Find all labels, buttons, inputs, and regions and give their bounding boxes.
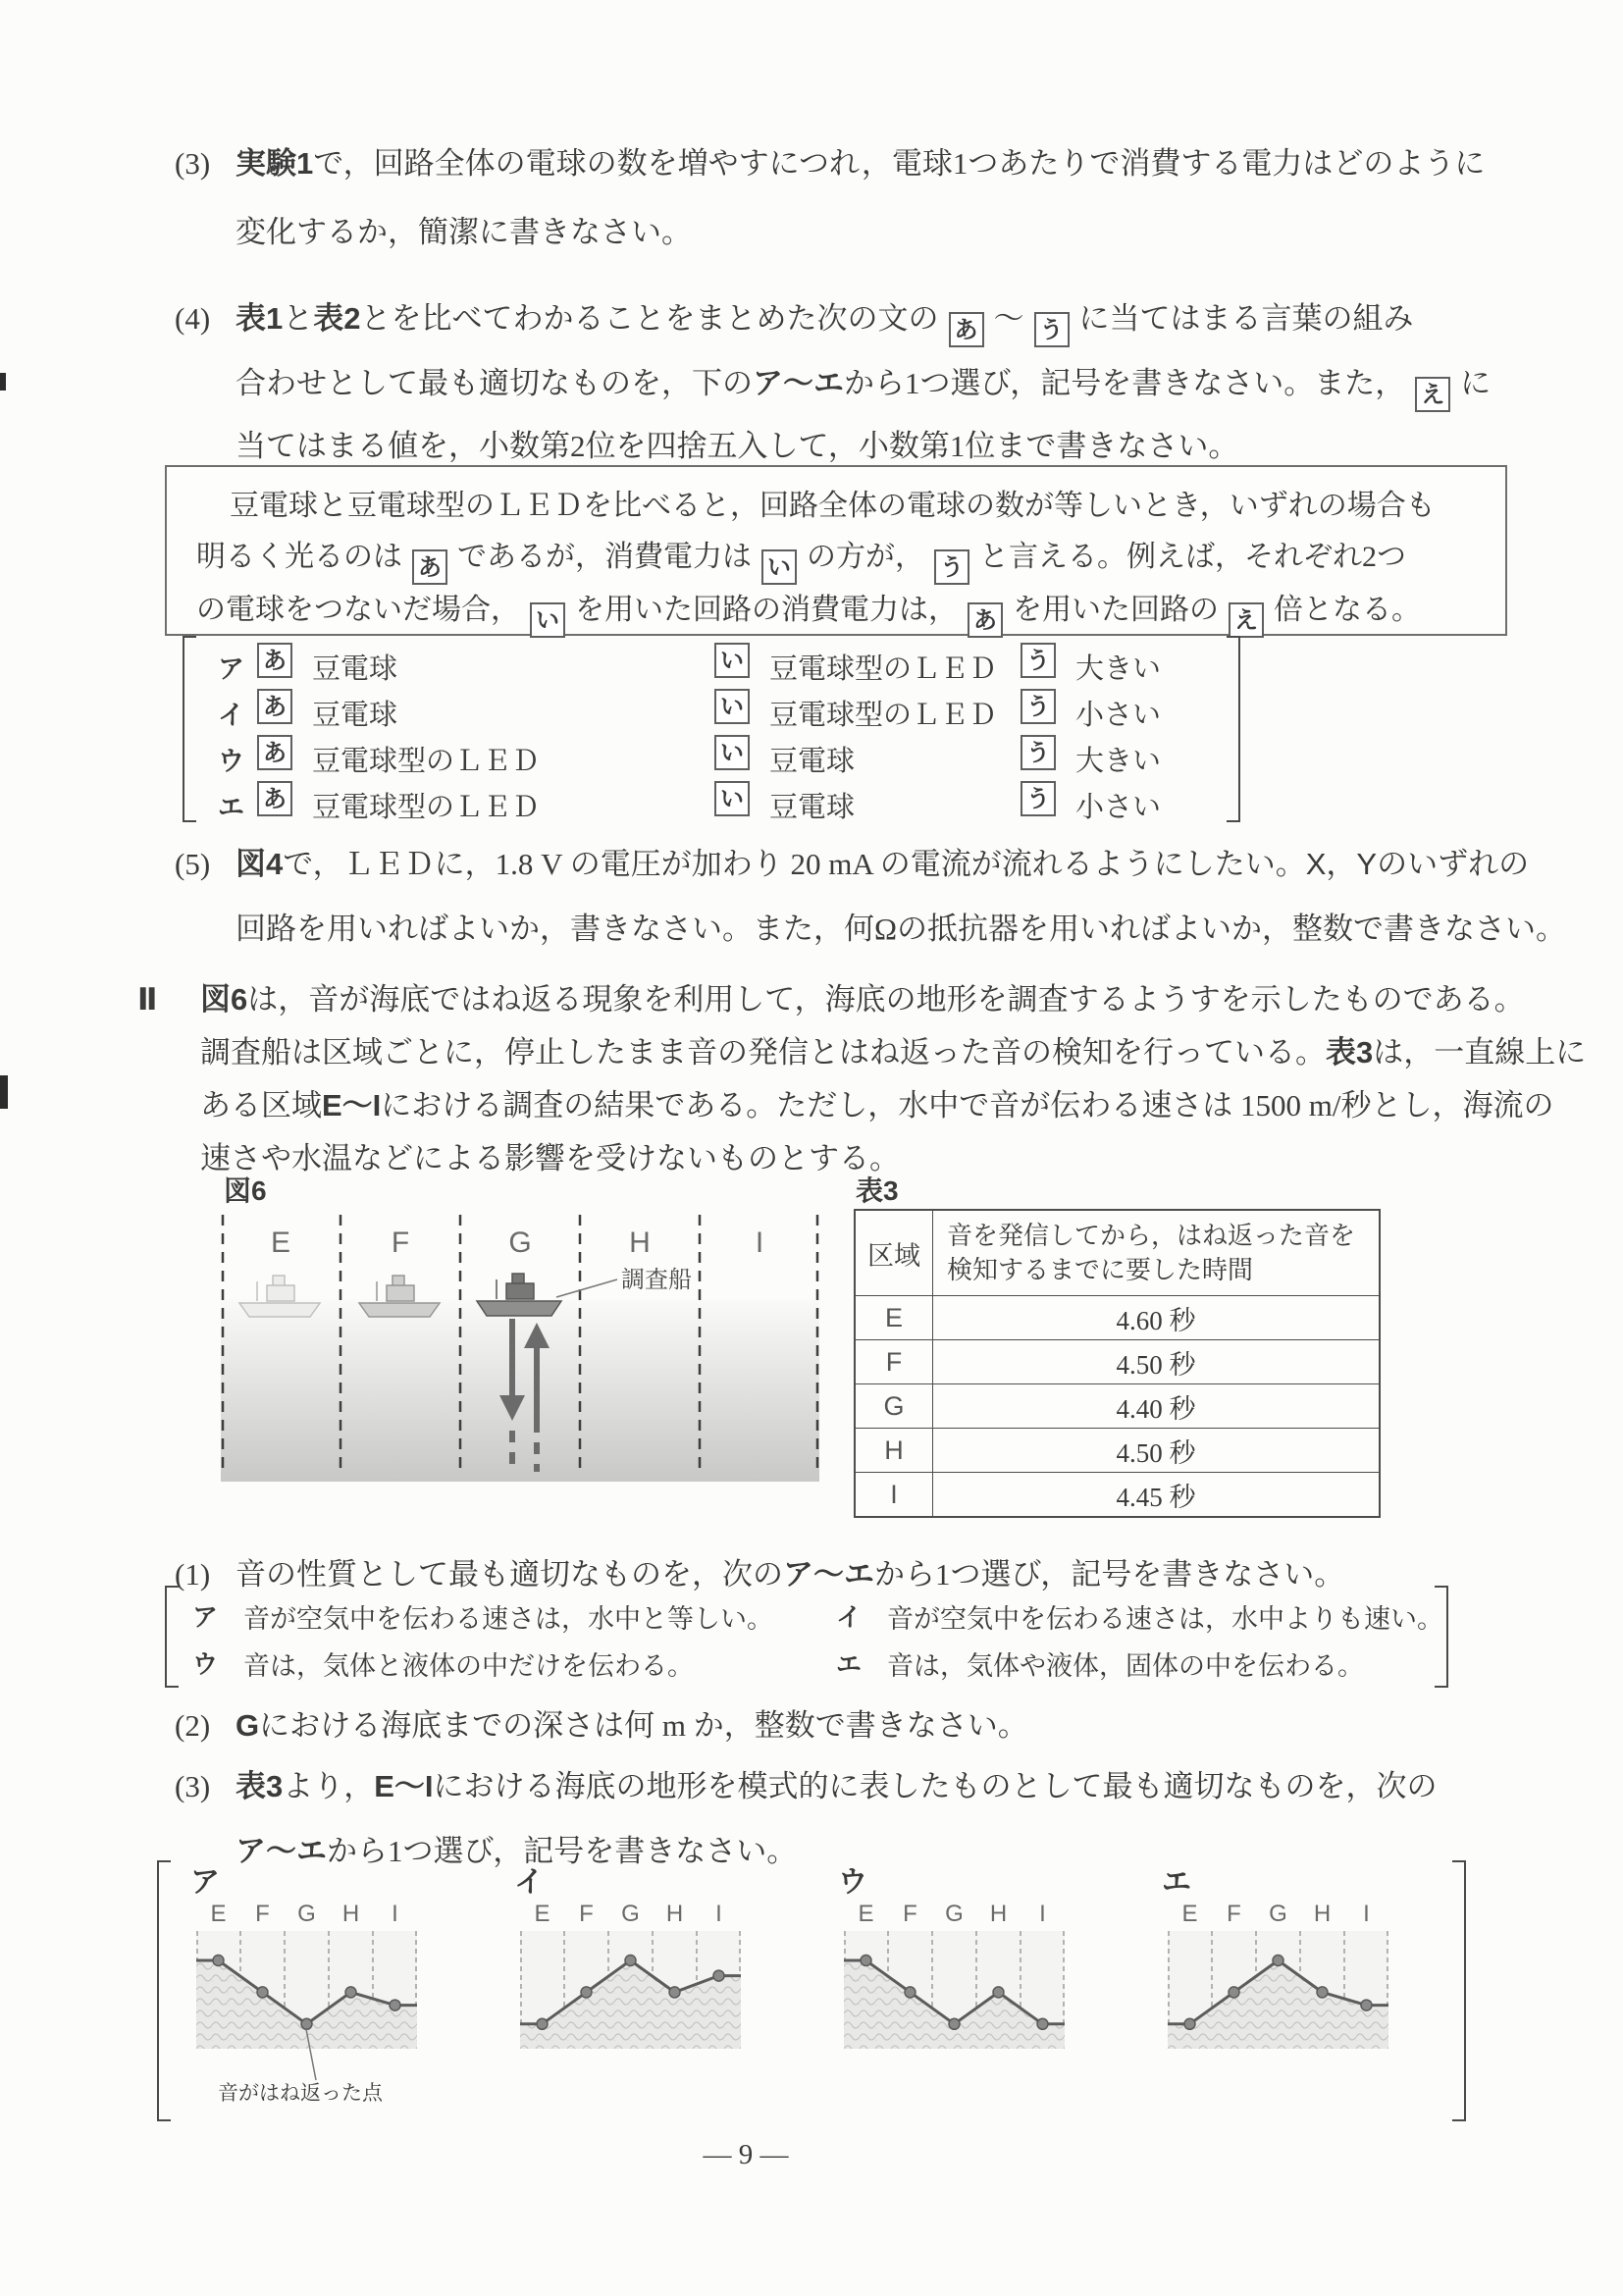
region-label: I: [715, 1901, 722, 1927]
sq3-bracket-right: [1452, 1860, 1466, 2121]
summary-line3: [196, 585, 1421, 638]
blank-box-u: う: [1021, 689, 1056, 724]
region-label: H: [989, 1901, 1008, 1927]
sq1-option-i-text: 音が空気中を伝わる速さは，水中よりも速い。: [887, 1604, 1443, 1634]
seafloor-option-label: ア: [190, 1866, 220, 1899]
sq1-number: (1): [175, 1557, 211, 1592]
region-label: I: [1039, 1901, 1046, 1927]
summary-seg: と言える。例えば，それぞれ2つ: [979, 541, 1406, 573]
sq2-text: [236, 1707, 1028, 1746]
blank-box-u: う: [1021, 781, 1056, 816]
sq1-bracket-left: [165, 1586, 179, 1688]
q4-text-line3: 当てはまる値を，小数第2位を四捨五入して，小数第1位まで書きなさい。: [236, 429, 1239, 463]
sound-reflection-point: [1361, 2000, 1372, 2010]
blank-box-a: あ: [257, 689, 292, 724]
q5-l1-t1: で，ＬＥＤに，1.8 V の電圧が加わり 20 mA の電流が流れるようにしたい。: [283, 847, 1306, 881]
sq3-annotation: 音がはね返った点: [218, 2081, 383, 2105]
sq1-bold-a-e: ア～エ: [783, 1557, 874, 1592]
q4-option-a-value: 豆電球: [312, 653, 398, 685]
sq2-bold-g: G: [236, 1708, 260, 1743]
q4-summary-box: [165, 465, 1507, 636]
blank-box-a: あ: [257, 643, 292, 678]
q5-text-line1: [236, 846, 1529, 884]
sec2-l2-t2: は，一直線上に: [1373, 1035, 1587, 1070]
region-label-G: G: [508, 1226, 532, 1259]
sq1-t1: 音の性質として最も適切なものを，次の: [236, 1557, 783, 1592]
summary-line2: [196, 532, 1406, 585]
q4-option-u-value: 大きい: [1075, 653, 1162, 685]
region-label: E: [534, 1901, 550, 1927]
blank-box-i: い: [714, 643, 750, 678]
region-label-F: F: [391, 1226, 410, 1259]
q4-option-i-value: 豆電球: [769, 792, 856, 823]
scan-mark: [0, 373, 6, 391]
q5-l1-t2: のいずれの: [1377, 847, 1530, 881]
q3-text-line2: 変化するか，簡潔に書きなさい。: [236, 215, 692, 249]
seafloor-option-chart: [844, 1900, 1065, 2055]
summary-seg: を用いた回路の消費電力は，: [575, 594, 958, 626]
q4-option-a-value: 豆電球型のＬＥＤ: [312, 792, 541, 823]
summary-seg: の方が，: [807, 541, 924, 573]
region-label: F: [903, 1901, 917, 1927]
table3-time: 4.40 秒: [932, 1383, 1379, 1428]
q3-line1-rest: で，回路全体の電球の数を増やすにつれ，電球1つあたりで消費する電力はどのように: [313, 146, 1486, 181]
blank-box-i: い: [530, 602, 565, 638]
sq3-bold-ei: E～I: [374, 1769, 434, 1803]
table3-col2-header-line2: 検知するまでに要した時間: [947, 1256, 1254, 1284]
sq1-option-e-label: エ: [836, 1649, 863, 1679]
sound-reflection-point: [1037, 2018, 1048, 2029]
q3-bold-exp1: 実験1: [236, 146, 314, 181]
region-label: I: [392, 1901, 398, 1927]
ship-icon: [239, 1276, 320, 1317]
summary-seg: 明るく光るのは: [196, 541, 402, 573]
q4-option-i-value: 豆電球: [769, 746, 856, 777]
sound-reflection-point: [1273, 1956, 1283, 1966]
section2-line4: 速さや水温などによる影響を受けないものとする。: [200, 1141, 900, 1175]
options-bracket-right: [1227, 636, 1240, 822]
scan-mark: [0, 1075, 8, 1109]
annotation-leader-line: [292, 2025, 336, 2084]
sound-reflection-point: [581, 1987, 592, 1998]
sound-reflection-point: [993, 1987, 1004, 1998]
q4-option-label: ウ: [218, 747, 244, 776]
blank-box-i: い: [761, 549, 797, 585]
blank-box-e: え: [1229, 602, 1264, 638]
q4-option-u-value: 大きい: [1075, 746, 1162, 777]
seafloor-option-chart: [1168, 1900, 1388, 2055]
region-label: G: [1269, 1901, 1287, 1927]
sq1-t2: から1つ選び，記号を書きなさい。: [874, 1557, 1345, 1592]
blank-box-u: う: [1021, 643, 1056, 678]
q4-option-u-value: 小さい: [1075, 700, 1162, 731]
q4-l1-t4: に当てはまる言葉の組み: [1078, 301, 1414, 336]
table3-time: 4.60 秒: [932, 1295, 1379, 1339]
summary-seg: であるが，消費電力は: [457, 541, 752, 573]
table3-col1-header: 区域: [867, 1240, 920, 1271]
sound-reflection-point: [1229, 1987, 1239, 1998]
summary-seg: を用いた回路の: [1013, 594, 1219, 626]
region-label: H: [1313, 1901, 1332, 1927]
options-bracket-left: [183, 636, 196, 822]
table3-time: 4.50 秒: [932, 1339, 1379, 1383]
sq1-text: [236, 1556, 1344, 1594]
q4-option-a-value: 豆電球型のＬＥＤ: [312, 746, 541, 777]
fig6-title: 図6: [224, 1175, 267, 1206]
sound-reflection-point: [861, 1956, 871, 1966]
q4-text-line1: [236, 300, 1414, 347]
region-label: I: [1363, 1901, 1370, 1927]
blank-box-i: い: [714, 781, 750, 816]
summary-line1: 豆電球と豆電球型のＬＥＤを比べると，回路全体の電球の数が等しいとき，いずれの場合も: [230, 490, 1436, 522]
page-number: — 9 —: [703, 2139, 789, 2170]
q5-bold-fig4: 図4: [236, 847, 284, 881]
q4-l1-t3: ～: [993, 301, 1024, 336]
sound-reflection-point: [257, 1987, 268, 1998]
q4-bold-table2: 表2: [313, 301, 361, 336]
region-label: H: [665, 1901, 684, 1927]
table3-region: G: [856, 1383, 932, 1428]
sq3-text-line1: [236, 1768, 1438, 1806]
q5-xy: X，Y: [1305, 847, 1378, 881]
q4-option-u-value: 小さい: [1075, 792, 1162, 823]
sq3-bold-a-e: ア～エ: [236, 1834, 327, 1868]
region-label: H: [341, 1901, 360, 1927]
q5-number: (5): [175, 847, 211, 881]
region-label: G: [297, 1901, 316, 1927]
q4-option-i-value: 豆電球型のＬＥＤ: [769, 653, 998, 685]
blank-box-a: あ: [257, 781, 292, 816]
ship-icon: [359, 1276, 440, 1317]
sound-reflection-point: [949, 2018, 960, 2029]
sq1-option-u-label: ウ: [192, 1649, 219, 1679]
fig6-sonar-diagram: [221, 1209, 819, 1482]
q4-l2-t1: 合わせとして最も適切なものを，下の: [236, 366, 753, 400]
q3-text-line1: [236, 145, 1485, 183]
sq1-option-i-label: イ: [836, 1602, 863, 1632]
summary-seg: 倍となる。: [1274, 594, 1421, 626]
table3: [854, 1209, 1381, 1518]
region-label: F: [579, 1901, 594, 1927]
sq3-l1-t2: における海底の地形を模式的に表したものとして最も適切なものを，次の: [433, 1769, 1438, 1803]
sec2-l1: は，音が海底ではね返る現象を利用して，海底の地形を調査するようすを示したものである。: [247, 982, 1525, 1017]
sec2-l3-t2: における調査の結果である。ただし，水中で音が伝わる速さは 1500 m/秒とし，海流の: [381, 1088, 1554, 1122]
seafloor-option-label: エ: [1162, 1866, 1191, 1899]
q4-number: (4): [175, 301, 211, 336]
q4-option-label: エ: [218, 793, 244, 822]
region-label: F: [1227, 1901, 1241, 1927]
sec2-l2-t1: 調査船は区域ごとに，停止したまま音の発信とはね返った音の検知を行っている。: [200, 1035, 1326, 1070]
sq1-option-e-text: 音は，気体や液体，固体の中を伝わる。: [887, 1651, 1364, 1681]
sound-reflection-point: [1317, 1987, 1328, 1998]
sound-reflection-point: [345, 1987, 356, 1998]
section2-line2: [200, 1034, 1586, 1072]
blank-box-i: い: [714, 689, 750, 724]
blank-box-a: あ: [949, 312, 984, 347]
sq1-option-a-label: ア: [192, 1602, 219, 1632]
table3-region: H: [856, 1428, 932, 1472]
sound-reflection-point: [1184, 2018, 1195, 2029]
q5-text-line2: 回路を用いればよいか，書きなさい。また，何Ωの抵抗器を用いればよいか，整数で書きなさい。: [236, 912, 1567, 946]
sound-reflection-point: [213, 1956, 224, 1966]
sq2-t: における海底までの深さは何 m か，整数で書きなさい。: [259, 1708, 1028, 1743]
q3-number: (3): [175, 146, 211, 181]
region-label: E: [1181, 1901, 1198, 1927]
blank-box-u: う: [1034, 312, 1070, 347]
survey-ship-label: 調査船: [621, 1268, 692, 1293]
sq3-bracket-left: [157, 1860, 171, 2121]
sq2-number: (2): [175, 1708, 211, 1743]
sound-reflection-point: [713, 1970, 724, 1981]
table3-time: 4.50 秒: [932, 1428, 1379, 1472]
sq3-bold-table3: 表3: [236, 1769, 284, 1803]
summary-seg: の電球をつないだ場合，: [196, 594, 520, 626]
seafloor-option-label: イ: [514, 1866, 544, 1899]
ship-label-leader: [556, 1279, 617, 1297]
q4-option-i-value: 豆電球型のＬＥＤ: [769, 700, 998, 731]
q4-text-line2: [236, 365, 1491, 412]
q4-option-label: イ: [218, 701, 244, 730]
sec2-l3-t1: ある区域: [200, 1088, 322, 1122]
q4-option-label: ア: [218, 654, 244, 684]
region-label: F: [255, 1901, 270, 1927]
blank-box-u: う: [1021, 735, 1056, 770]
seafloor-option-chart: [520, 1900, 741, 2055]
sq1-option-u-text: 音は，気体と液体の中だけを伝わる。: [243, 1651, 694, 1681]
region-label: E: [858, 1901, 874, 1927]
section2-numeral: Ⅱ: [137, 982, 158, 1017]
sq3-l2-t: から1つ選び，記号を書きなさい。: [327, 1834, 798, 1868]
sound-reflection-point: [537, 2018, 548, 2029]
sec2-bold-table3: 表3: [1326, 1035, 1374, 1070]
region-label-E: E: [270, 1226, 291, 1259]
table3-region: E: [856, 1295, 932, 1339]
section2-line1: [200, 981, 1525, 1019]
section2-line3: [200, 1087, 1554, 1125]
blank-box-a: あ: [257, 735, 292, 770]
sq3-number: (3): [175, 1769, 211, 1803]
blank-box-a: あ: [968, 602, 1003, 638]
q4-bold-a-e: ア～エ: [753, 366, 844, 400]
table3-title: 表3: [856, 1175, 899, 1206]
q4-bold-table1: 表1: [236, 301, 284, 336]
region-label-I: I: [755, 1226, 764, 1259]
table3-region: I: [856, 1472, 932, 1516]
blank-box-i: い: [714, 735, 750, 770]
table3-region: F: [856, 1339, 932, 1383]
sq3-l1-t1: より，: [283, 1769, 375, 1803]
sound-reflection-point: [625, 1956, 636, 1966]
sound-reflection-point: [669, 1987, 680, 1998]
sec2-bold-ei: E～I: [322, 1088, 382, 1122]
q4-option-a-value: 豆電球: [312, 700, 398, 731]
region-label: G: [621, 1901, 640, 1927]
q4-l2-t3: に: [1460, 366, 1492, 400]
q4-l2-t2: から1つ選び，記号を書きなさい。また，: [844, 366, 1406, 400]
sound-reflection-point: [905, 1987, 916, 1998]
table3-time: 4.45 秒: [932, 1472, 1379, 1516]
water: [221, 1299, 819, 1482]
region-label: G: [945, 1901, 964, 1927]
blank-box-e: え: [1415, 377, 1450, 412]
sq1-option-a-text: 音が空気中を伝わる速さは，水中と等しい。: [243, 1604, 773, 1634]
q4-l1-t1: と: [283, 301, 314, 336]
region-label: E: [210, 1901, 227, 1927]
table3-col2-header-line1: 音を発信してから，はね返った音を: [947, 1222, 1356, 1250]
region-label-H: H: [629, 1226, 651, 1259]
table3-col2-header: [932, 1211, 1379, 1295]
sec2-bold-fig6: 図6: [200, 982, 248, 1017]
survey-ship-icon: [477, 1274, 561, 1316]
sound-reflection-point: [390, 2000, 400, 2010]
seafloor-option-label: ウ: [838, 1866, 867, 1899]
blank-box-a: あ: [412, 549, 447, 585]
blank-box-u: う: [934, 549, 969, 585]
q4-l1-t2: とを比べてわかることをまとめた次の文の: [360, 301, 939, 336]
